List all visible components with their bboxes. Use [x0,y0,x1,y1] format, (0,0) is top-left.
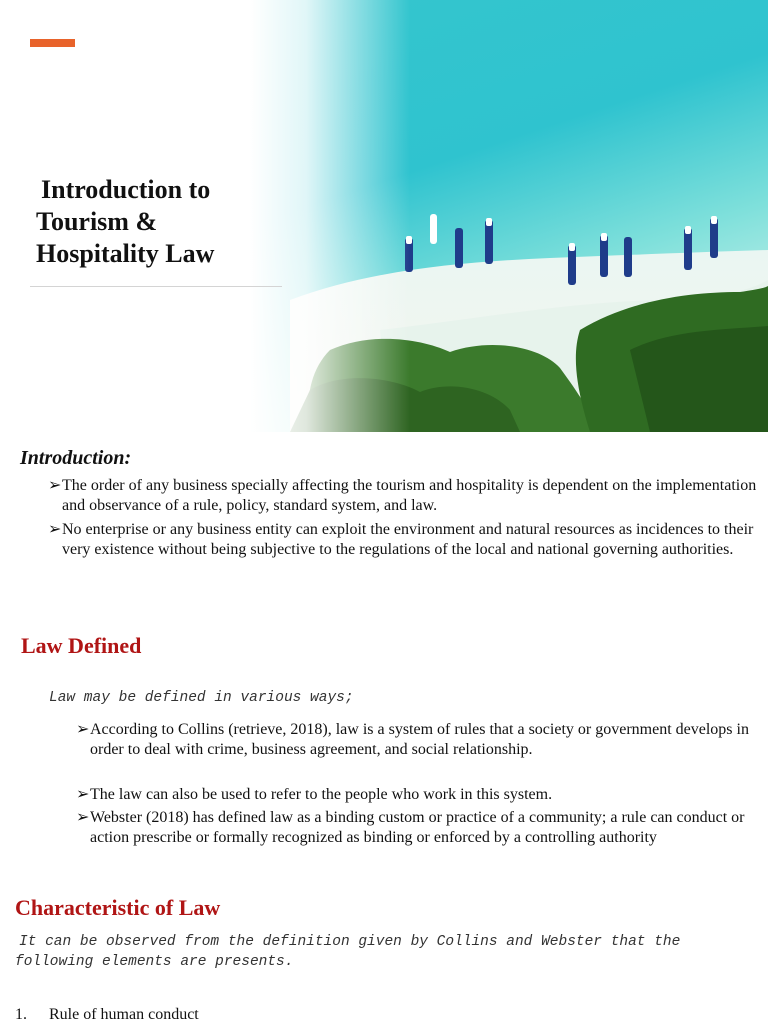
slide-title-line-1: Introduction to [41,175,211,204]
law-defined-bullet-1-text: According to Collins (retrieve, 2018), law is a system of rules that a society or government develops in order to deal with crime, business agreement, and social relationship. [90,721,749,758]
arrow-bullet-icon: ➢ [76,809,90,826]
arrow-bullet-icon: ➢ [48,477,62,494]
characteristic-intro: It can be observed from the definition given by Collins and Webster that the following elements are presents. [15,934,681,970]
title-divider [30,286,282,287]
characteristic-heading: Characteristic of Law [15,895,221,920]
list-item [15,1005,199,1024]
law-defined-heading: Law Defined [21,633,142,658]
introduction-bullet-1-text: The order of any business specially affecting the tourism and hospitality is dependent on the implementation and observance of a rule, policy, standard system, and law. [62,477,757,514]
slide-title-line-3: Hospitality Law [36,239,215,268]
slide-title-line-2: Tourism & [36,207,158,236]
law-defined-bullet-3-text: Webster (2018) has defined law as a binding custom or practice of a community; a rule can conduct or action prescribe or formally recognized as binding or enforced by a controlling authority [90,809,745,846]
characteristic-list [15,1005,415,1024]
introduction-bullet-2-text: No enterprise or any business entity can exploit the environment and natural resources as incidences to their very existence without being subjective to the regulations of the local and national governing authorities. [62,521,754,558]
introduction-bullet-2 [48,520,762,560]
list-item-text: Rule of human conduct [49,1006,199,1023]
introduction-heading: Introduction: [20,447,132,469]
photo-fade-overlay [250,0,410,432]
accent-bar [30,39,75,47]
arrow-bullet-icon: ➢ [76,786,90,803]
introduction-bullet-1 [48,476,762,516]
arrow-bullet-icon: ➢ [48,521,62,538]
law-defined-bullet-1 [76,720,756,760]
law-defined-bullet-2 [76,785,756,805]
title-slide [0,0,768,432]
arrow-bullet-icon: ➢ [76,721,90,738]
list-item-number: 1. [15,1006,27,1023]
law-defined-bullets [76,720,756,866]
law-defined-bullet-2-text: The law can also be used to refer to the people who work in this system. [90,786,553,803]
law-defined-bullet-3 [76,808,756,848]
law-defined-intro: Law may be defined in various ways; [49,690,354,706]
